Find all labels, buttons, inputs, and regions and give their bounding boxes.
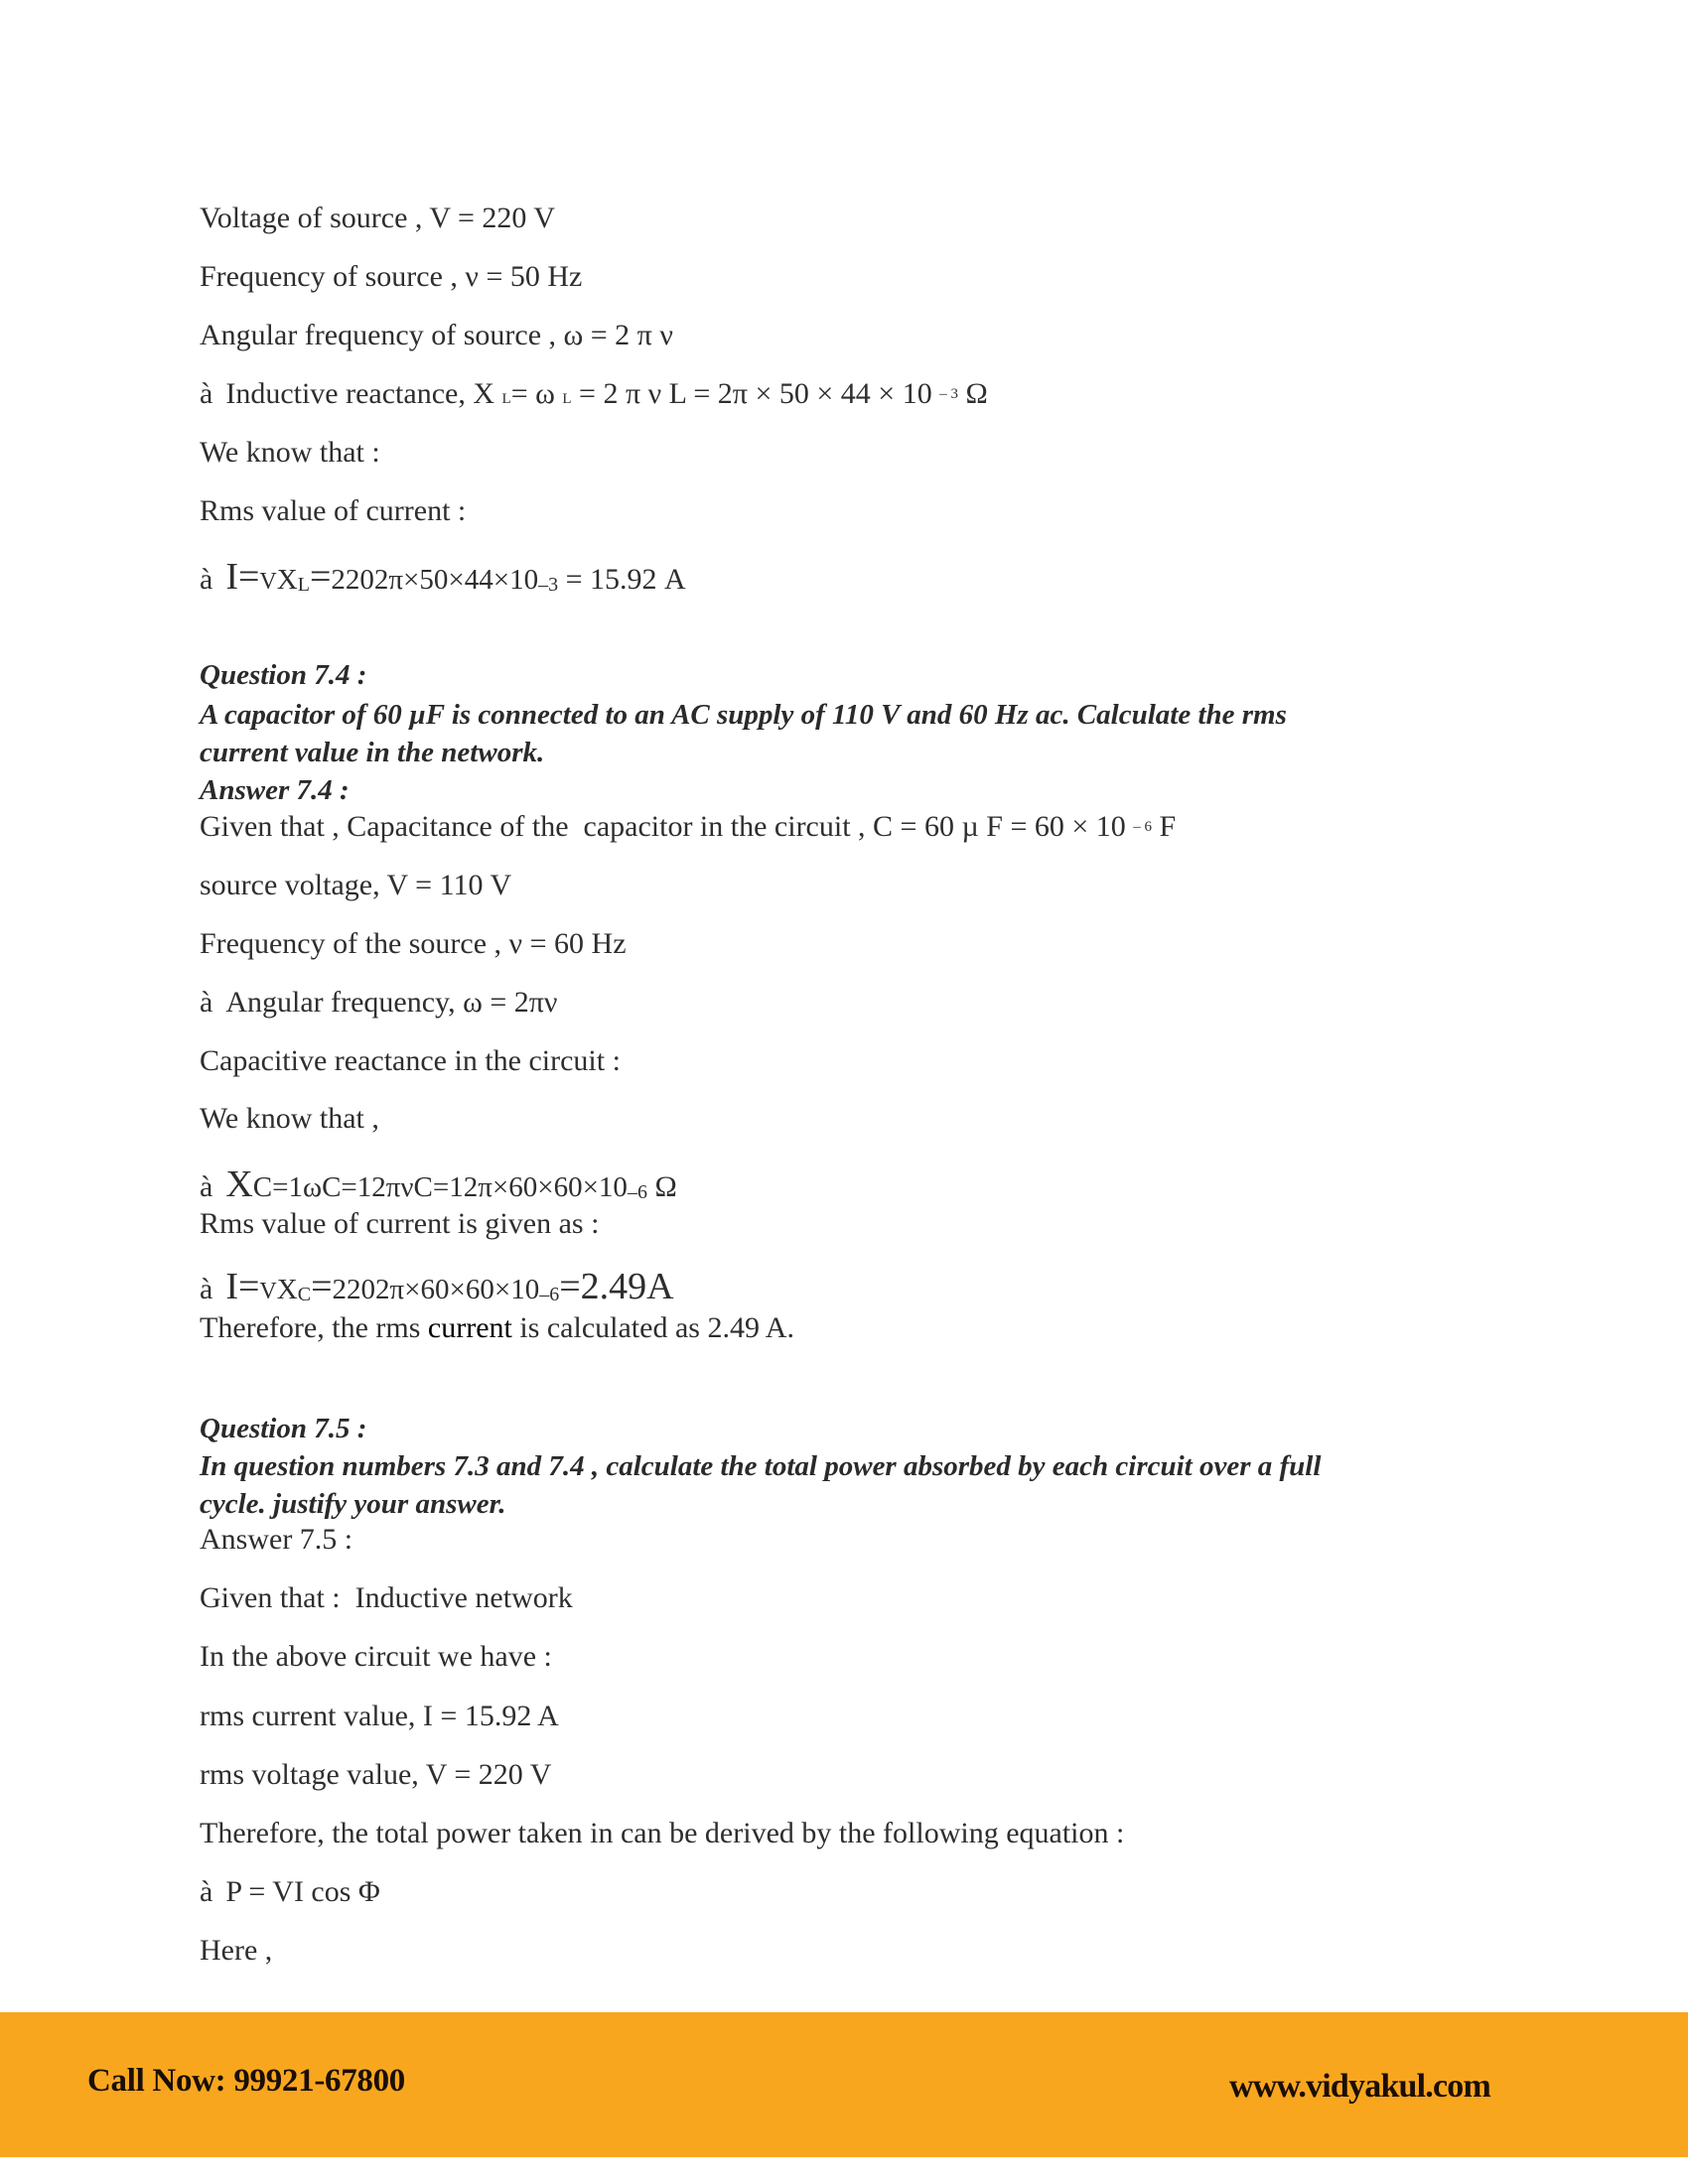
formula-result: = 15.92 A [558, 563, 686, 596]
arrow-bullet-icon: à [200, 986, 213, 1019]
formula-expression: 2202π×50×44×10 [331, 564, 539, 596]
formula-x: X [276, 564, 298, 596]
here-line: Here , [200, 1934, 273, 1967]
formula-equals: = [311, 1266, 333, 1307]
formula-equals: = [237, 556, 260, 598]
rms-current-value-line: rms current value, I = 15.92 A [200, 1700, 559, 1732]
formula-result: =2.49A [559, 1266, 674, 1307]
above-circuit-line: In the above circuit we have : [200, 1640, 552, 1673]
we-know-line: We know that : [200, 436, 380, 469]
given-text-a: Given that , Capacitance of the capacitor in the circuit , C = 60 µ F = 60 × 10 [200, 810, 1134, 843]
conclusion-highlight: current [427, 1311, 512, 1344]
inductive-reactance-line [200, 379, 988, 414]
reactance-subscript-1: L [501, 391, 511, 407]
formula-expression: 2202π×60×60×10 [332, 1274, 540, 1305]
question-7-4-text-line-2: current value in the network. [200, 737, 545, 768]
conclusion-text-b: is calculated as 2.49 A. [511, 1311, 794, 1344]
website-link[interactable]: www.vidyakul.com [1229, 2068, 1491, 2105]
power-derivation-line: Therefore, the total power taken in can be derived by the following equation : [200, 1817, 1125, 1849]
formula-v: V [259, 569, 277, 595]
formula-unit: Ω [646, 1170, 677, 1203]
formula-x: X [225, 1163, 253, 1205]
power-formula-text: P = VI cos Φ [225, 1875, 380, 1908]
frequency-line: Frequency of source , ν = 50 Hz [200, 260, 583, 293]
conclusion-text-a: Therefore, the rms [200, 1311, 428, 1344]
formula-x: X [276, 1274, 298, 1305]
answer-7-5-heading: Answer 7.5 : [200, 1523, 353, 1556]
voltage-line: Voltage of source , V = 220 V [200, 202, 556, 234]
given-inductive-line: Given that : Inductive network [200, 1581, 573, 1614]
question-7-5-text-line-2: cycle. justify your answer. [200, 1488, 506, 1520]
angular-text: Angular frequency, ω = 2πν [225, 986, 558, 1019]
reactance-text-b: = ω [510, 377, 563, 410]
we-know-line: We know that , [200, 1102, 379, 1135]
capacitive-reactance-line: Capacitive reactance in the circuit : [200, 1044, 621, 1077]
formula-expression: C=1ωC=12πνC=12π×60×60×10 [252, 1171, 628, 1203]
power-formula-line [200, 1877, 380, 1907]
reactance-exponent: – 3 [939, 386, 958, 402]
arrow-bullet-icon: à [200, 1875, 213, 1908]
source-voltage-line: source voltage, V = 110 V [200, 869, 512, 901]
question-7-5-text-line-1: In question numbers 7.3 and 7.4 , calculate the total power absorbed by each circuit over a full [200, 1450, 1322, 1482]
formula-exponent: –6 [539, 1284, 560, 1305]
arrow-bullet-icon: à [200, 1273, 213, 1305]
arrow-bullet-icon: à [200, 377, 213, 410]
reactance-formula-line [200, 1163, 677, 1207]
angular-frequency-line [200, 988, 558, 1018]
question-7-5-heading: Question 7.5 : [200, 1413, 367, 1444]
given-text-b: F [1152, 810, 1177, 843]
answer-7-4-heading: Answer 7.4 : [200, 774, 350, 806]
rms-given-line: Rms value of current is given as : [200, 1207, 600, 1240]
formula-v: V [259, 1279, 277, 1304]
angular-frequency-line: Angular frequency of source , ω = 2 π ν [200, 319, 673, 351]
arrow-bullet-icon: à [200, 563, 213, 596]
question-7-4-heading: Question 7.4 : [200, 659, 367, 691]
formula-equals: = [237, 1266, 260, 1307]
reactance-text-d: Ω [957, 377, 988, 410]
formula-lhs: I [225, 1266, 238, 1307]
given-capacitance-line [200, 812, 1176, 842]
source-frequency-line: Frequency of the source , ν = 60 Hz [200, 927, 627, 960]
reactance-text-c: = 2 π ν L = 2π × 50 × 44 × 10 [571, 377, 940, 410]
formula-x-subscript: L [297, 574, 310, 596]
formula-lhs: I [225, 556, 238, 598]
call-now-text: Call Now: 99921-67800 [87, 2063, 406, 2099]
conclusion-line [200, 1313, 794, 1343]
formula-exponent: –3 [538, 574, 559, 596]
rms-current-heading-line: Rms value of current : [200, 494, 467, 527]
given-exponent: – 6 [1133, 819, 1153, 835]
formula-equals: = [309, 556, 332, 598]
rms-voltage-value-line: rms voltage value, V = 220 V [200, 1758, 552, 1791]
current-formula-line [200, 556, 686, 600]
arrow-bullet-icon: à [200, 1170, 213, 1203]
question-7-4-text-line-1: A capacitor of 60 µF is connected to an AC supply of 110 V and 60 Hz ac. Calculate the rms [200, 699, 1287, 731]
reactance-text-a: Inductive reactance, X [225, 377, 502, 410]
formula-exponent: –6 [627, 1181, 647, 1203]
reactance-subscript-2: L [562, 391, 572, 407]
formula-x-subscript: C [297, 1284, 312, 1305]
current-formula-line [200, 1266, 674, 1309]
